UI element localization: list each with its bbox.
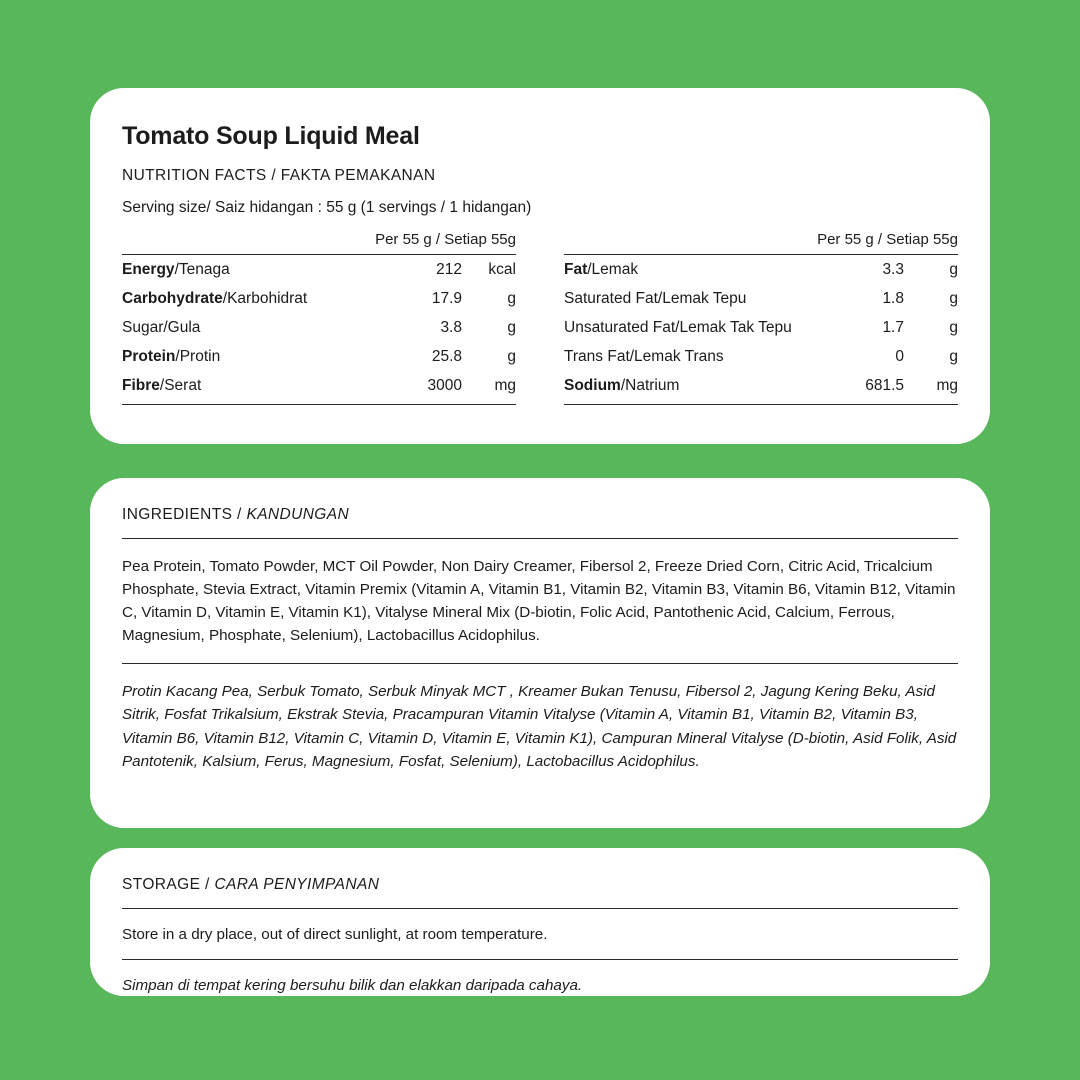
ingredients-heading bbox=[122, 506, 958, 539]
ingredients-text-ms: Protin Kacang Pea, Serbuk Tomato, Serbuk Minyak MCT , Kreamer Bukan Tenusu, Fibersol 2, Jagung Kering Beku, Asid Sitrik, Fosfat Trikalsium, Ekstrak Stevia, Pracampuran Vitamin Vitalyse (Vitamin A, Vitamin B1, Vitamin B2, Vitamin B3, Vitamin B6, Vitamin B12, Vitamin C, Vitamin D, Vitamin E, Vitamin K1), Campuran Mineral Vitalyse (D-biotin, Asid Folik, Asid Pantotenik, Kalsium, Ferus, Magnesium, Fosfat, Selenium), Lactobacillus Acidophilus. bbox=[122, 683, 957, 770]
nutrient-name-alt: /Lemak bbox=[587, 260, 639, 278]
table-row bbox=[564, 284, 958, 313]
table-row bbox=[122, 284, 516, 313]
nutrient-name-alt: Sugar/Gula bbox=[122, 318, 201, 336]
nutrition-facts-caption: NUTRITION FACTS / FAKTA PEMAKANAN bbox=[122, 167, 436, 184]
table-row bbox=[564, 342, 958, 371]
nutrient-name: Fibre bbox=[122, 376, 160, 394]
storage-text-en: Store in a dry place, out of direct sunlight, at room temperature. bbox=[122, 909, 958, 960]
storage-card bbox=[90, 848, 990, 996]
table-row bbox=[564, 255, 958, 284]
nutrition-table-right bbox=[564, 255, 958, 405]
nutrient-unit: g bbox=[949, 260, 958, 278]
nutrient-name-alt: Trans Fat/Lemak Trans bbox=[564, 347, 724, 365]
nutrient-unit: g bbox=[949, 347, 958, 365]
nutrient-unit: g bbox=[507, 318, 516, 336]
nutrition-column-right bbox=[564, 231, 958, 405]
nutrient-name-alt: /Protin bbox=[175, 347, 221, 365]
nutrient-value: 25.8 bbox=[431, 347, 462, 365]
nutrient-unit: g bbox=[949, 289, 958, 307]
storage-heading-ms: CARA PENYIMPANAN bbox=[214, 876, 380, 893]
ingredients-text-en: Pea Protein, Tomato Powder, MCT Oil Powder, Non Dairy Creamer, Fibersol 2, Freeze Dried Corn, Citric Acid, Tricalcium Phosphate, Stevia Extract, Vitamin Premix (Vitamin A, Vitamin B1, Vitamin B2, Vitamin B3, Vitamin B6, Vitamin B12, Vitamin C, Vitamin D, Vitamin E, Vitamin K1), Vitalyse Mineral Mix (D-biotin, Folic Acid, Pantothenic Acid, Calcium, Ferrous, Magnesium, Phosphate, Selenium), Lactobacillus Acidophilus. bbox=[122, 539, 958, 664]
serving-size-line: Serving size/ Saiz hidangan : 55 g (1 servings / 1 hidangan) bbox=[122, 199, 532, 216]
nutrient-value: 0 bbox=[895, 347, 904, 365]
table-row bbox=[122, 371, 516, 404]
storage-text-ms: Simpan di tempat kering bersuhu bilik dan elakkan daripada cahaya. bbox=[122, 977, 583, 995]
product-title: Tomato Soup Liquid Meal bbox=[122, 122, 420, 150]
nutrition-columns bbox=[122, 231, 958, 405]
nutrient-value: 1.8 bbox=[882, 289, 904, 307]
nutrient-name: Fat bbox=[564, 260, 588, 278]
nutrient-unit: g bbox=[507, 347, 516, 365]
column-header-right: Per 55 g / Setiap 55g bbox=[564, 231, 958, 255]
nutrient-unit: g bbox=[507, 289, 516, 307]
nutrition-column-left bbox=[122, 231, 516, 405]
nutrient-name: Protein bbox=[122, 347, 176, 365]
nutrient-value: 17.9 bbox=[431, 289, 462, 307]
nutrient-value: 681.5 bbox=[844, 371, 904, 404]
nutrition-table-left bbox=[122, 255, 516, 405]
nutrient-value: 1.7 bbox=[882, 318, 904, 336]
table-row bbox=[564, 313, 958, 342]
column-header-left: Per 55 g / Setiap 55g bbox=[122, 231, 516, 255]
nutrient-name: Energy bbox=[122, 260, 175, 278]
storage-heading bbox=[122, 876, 958, 909]
table-row bbox=[122, 313, 516, 342]
nutrient-name-alt: /Karbohidrat bbox=[222, 289, 308, 307]
nutrient-unit: g bbox=[949, 318, 958, 336]
nutrient-unit: kcal bbox=[488, 260, 516, 278]
table-row bbox=[122, 342, 516, 371]
nutrient-name-alt: Saturated Fat/Lemak Tepu bbox=[564, 289, 747, 307]
ingredients-heading-ms: KANDUNGAN bbox=[246, 506, 350, 523]
nutrient-value: 212 bbox=[436, 260, 462, 278]
nutrient-value: 3.8 bbox=[440, 318, 462, 336]
nutrient-name-alt: /Natrium bbox=[620, 376, 680, 394]
nutrient-name: Carbohydrate bbox=[122, 289, 223, 307]
ingredients-card bbox=[90, 478, 990, 828]
ingredients-heading-en: INGREDIENTS / bbox=[122, 506, 247, 523]
table-row bbox=[564, 371, 958, 404]
nutrient-name-alt: /Tenaga bbox=[174, 260, 230, 278]
nutrient-unit: mg bbox=[462, 371, 516, 404]
nutrient-value: 3000 bbox=[396, 371, 462, 404]
storage-heading-en: STORAGE / bbox=[122, 876, 215, 893]
nutrition-facts-card bbox=[90, 88, 990, 444]
nutrient-name-alt: /Serat bbox=[159, 376, 202, 394]
nutrient-name-alt: Unsaturated Fat/Lemak Tak Tepu bbox=[564, 318, 792, 336]
nutrient-unit: mg bbox=[904, 371, 958, 404]
nutrient-value: 3.3 bbox=[882, 260, 904, 278]
nutrient-name: Sodium bbox=[564, 376, 621, 394]
table-row bbox=[122, 255, 516, 284]
